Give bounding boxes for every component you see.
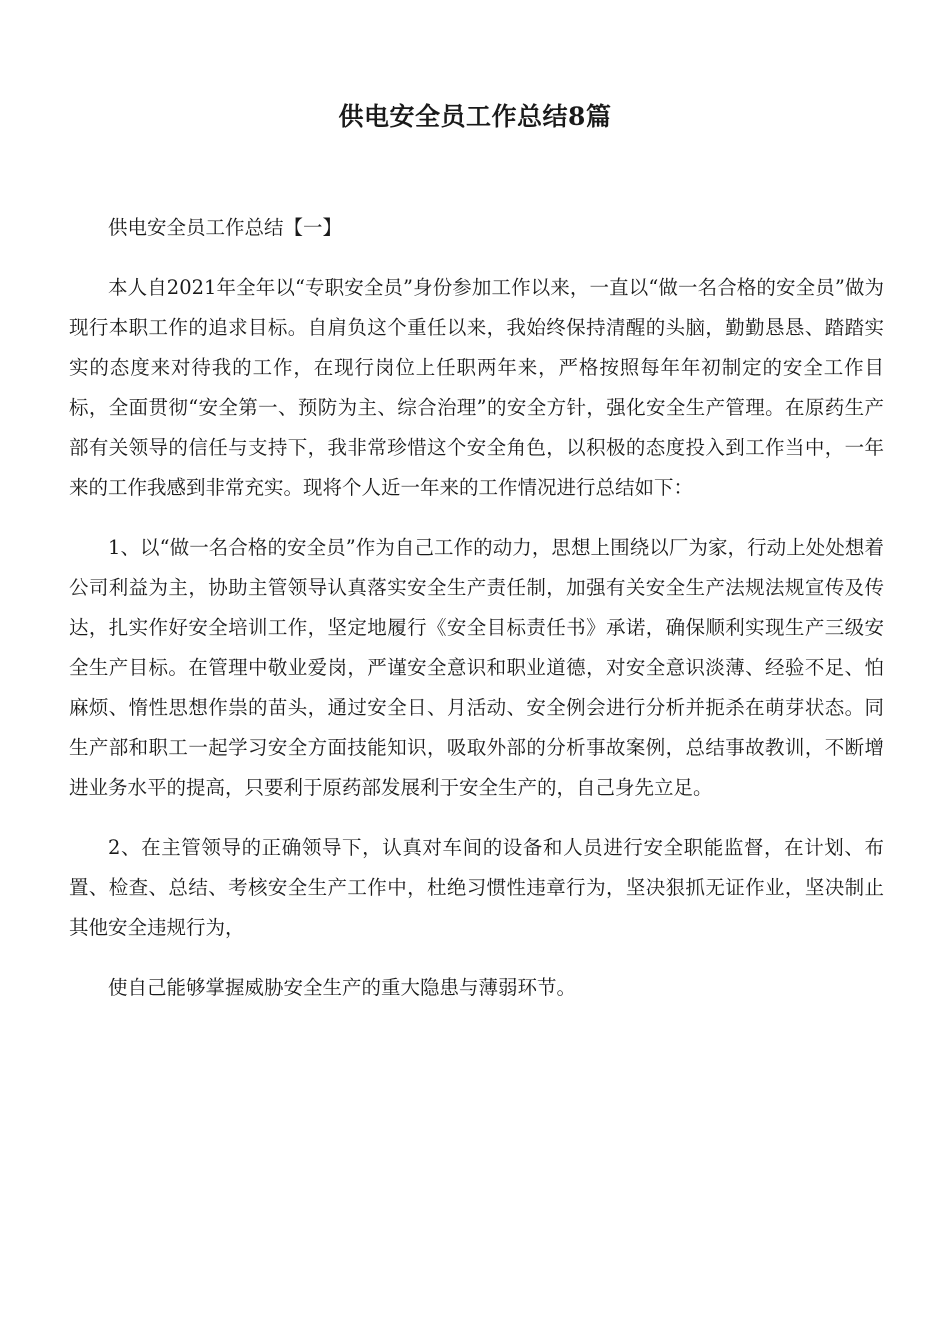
paragraph-item-2: 2、在主管领导的正确领导下，认真对车间的设备和人员进行安全职能监督，在计划、布置、检查、总结、考核安全生产工作中，杜绝习惯性违章行为，坚决狠抓无证作业，坚决制止其他安全违规行为， bbox=[69, 836, 884, 939]
paragraph-intro: 本人自2021年全年以“专职安全员”身份参加工作以来，一直以“做一名合格的安全员”做为现行本职工作的追求目标。自肩负这个重任以来，我始终保持清醒的头脑，勤勤恳恳、踏踏实实的态度来对待我的工作，在现行岗位上任职两年来，严格按照每年年初制定的安全工作目标，全面贯彻“安全第一、预防为主、综合治理”的安全方针，强化安全生产管理。在原药生产部有关领导的信任与支持下，我非常珍惜这个安全角色，以积极的态度投入到工作当中，一年来的工作我感到非常充实。现将个人近一年来的工作情况进行总结如下： bbox=[69, 276, 884, 499]
document-body bbox=[69, 208, 884, 1028]
section-heading: 供电安全员工作总结【一】 bbox=[108, 216, 343, 239]
paragraph-continuation: 使自己能够掌握威胁安全生产的重大隐患与薄弱环节。 bbox=[108, 976, 577, 999]
document-title: 供电安全员工作总结8篇 bbox=[338, 102, 612, 131]
paragraph-item-1: 1、以“做一名合格的安全员”作为自己工作的动力，思想上围绕以厂为家，行动上处处想着公司利益为主，协助主管领导认真落实安全生产责任制，加强有关安全生产法规法规宣传及传达，扎实作好安全培训工作，坚定地履行《安全目标责任书》承诺，确保顺利实现生产三级安全生产目标。在管理中敬业爱岗，严谨安全意识和职业道德，对安全意识淡薄、经验不足、怕麻烦、惰性思想作祟的苗头，通过安全日、月活动、安全例会进行分析并扼杀在萌芽状态。同生产部和职工一起学习安全方面技能知识，吸取外部的分析事故案例，总结事故教训，不断增进业务水平的提高，只要利于原药部发展利于安全生产的，自己身先立足。 bbox=[69, 536, 884, 799]
